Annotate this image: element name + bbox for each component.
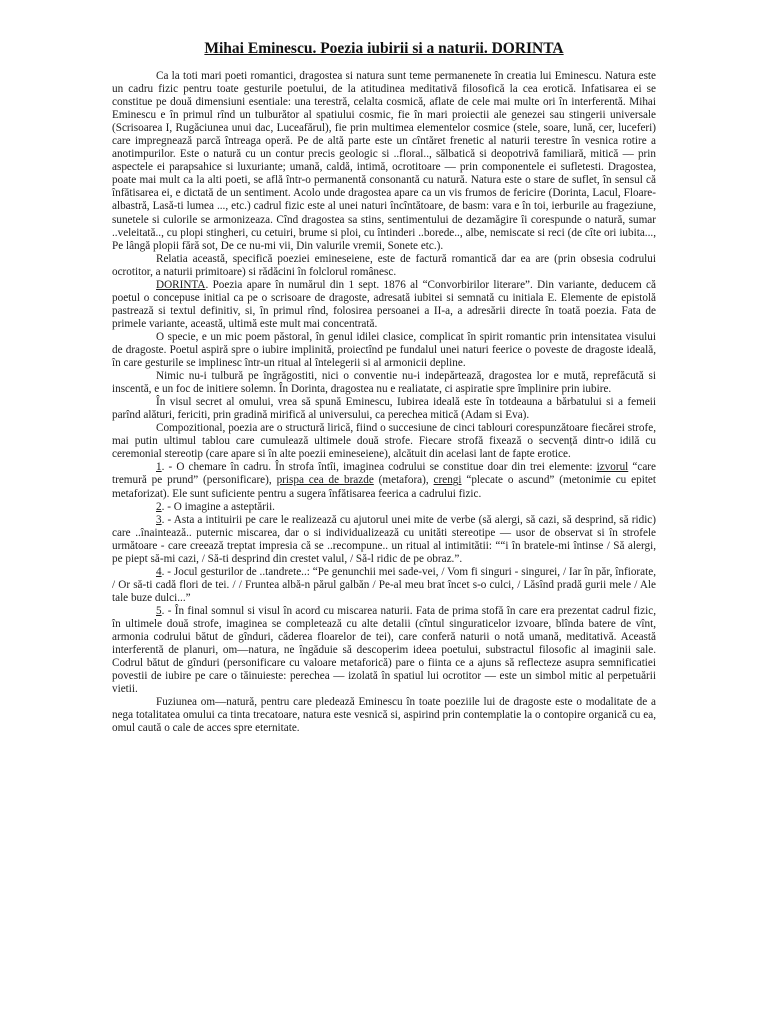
- document-page: [112, 40, 656, 735]
- section-2-text: . - O imagine a asteptării.: [161, 500, 275, 513]
- section-2: [112, 501, 656, 514]
- dorinta-text: . Poezia apare în numărul din 1 sept. 1876 al “Convorbirilor literare”. Din variante, deducem că poetul o concepuse initial ca pe o scrisoare de dragoste, adresată iubitei si semnată cu initiala E. Elemente de epistolă pastrează si textul definitiv, si, în primul rînd, folosirea persoanei a II-a, a adresării directe în toată poezia. Fata de primele variante, această, ultimă este mult mai concentrată.: [112, 278, 656, 330]
- page-title: Mihai Eminescu. Poezia iubirii si a naturii. DORINTA: [204, 40, 564, 57]
- section-4-number: 4: [156, 565, 162, 578]
- section-5-text: . - În final somnul si visul în acord cu miscarea naturii. Fata de prima stofă în care era prezentat cadrul fizic, în ultimele două strofe, imaginea se completează cu alte detalii (cîntul singuraticelor izvoare, blînda batere de vînt, armonia codrului bătut de gînduri, căderea floarelor de tei), care conferă naturii o notă umană, meditativă. Această interferentă de planuri, om—natura, ne îngăduie să descoperim ideea poetului, substractul filosofic al imaginii sale. Codrul bătut de gînduri (personificare cu valoare metaforică) pare o fiinta ce a ajuns să reflecteze asupra semnificatiei povestii de iubire pe care o tăinuieste: perechea — izolată în spatiul lui ocrotitor — este un simbol mitic al perpetuării vietii.: [112, 604, 656, 696]
- paragraph-relation: Relatia această, specifică poeziei emineseiene, este de factură romantică dar ea are (prin obsesia codrului ocrotitor, a naturii primitoare) si rădăcini în folclorul românesc.: [112, 252, 656, 278]
- keyword-izvorul: izvorul: [596, 461, 629, 474]
- paragraph-dorinta: [112, 279, 656, 331]
- section-2-number: 2: [156, 500, 162, 513]
- paragraph-secret-vision: În visul secret al omului, vrea să spună Eminescu, Iubirea ideală este în totdeauna a bărbatului si a femeii parînd alături, fericiti, prin gradină mirifică al universului, ca perechea mitică (Adam si Eva).: [112, 396, 656, 422]
- section-3: [112, 514, 656, 566]
- section-1-number: 1: [156, 461, 162, 474]
- section-3-number: 3: [156, 513, 162, 526]
- paragraph-species: O specie, e un mic poem păstoral, în genul idilei clasice, complicat în spirit romantic prin intensitatea visului de dragoste. Poetul aspiră spre o iubire implinită, proiectînd pe fundalul unei naturi feerice o poveste de dragoste ideală, în care gesturile se implinesc într-un ritual al întelegerii si al armonicii depline.: [112, 330, 656, 370]
- section-1-text-c: (metafora),: [373, 474, 434, 487]
- section-1-text-a: . - O chemare în cadru. În strofa întîi, imaginea codrului se constitue doar din trei elemente:: [161, 461, 597, 474]
- section-4-text: . - Jocul gesturilor de ..tandrete..: “Pe genunchii mei sade-vei, / Vom fi singuri - singurei, / Iar în păr, înfiorate, / Or să-ti cadă flori de tei. / / Fruntea albă-n părul galbăn / Pe-al meu brat încet s-o culci, / Lăsînd pradă gurii mele / Ale tale buze dulci...”: [112, 565, 656, 604]
- paragraph-composition: Compozitional, poezia are o structură lirică, fiind o succesiune de cinci tablouri corespunzătoare fiecărei strofe, mai putin ultimul tablou care cumulează ultimele două strofe. Fiecare strofă fixează o secvență dintr-o idilă cu ceremonial stereotip (care apare si în alte poezii emineseiene), alcătuit din acelasi lant de fapte erotice.: [112, 422, 656, 461]
- section-4: [112, 566, 656, 605]
- section-1-text-d: “plecate o ascund” (metonimie cu epitet metaforizat). Ele sunt suficiente pentru a sugera înfătisarea feerica a cadrului fizic.: [112, 474, 656, 500]
- dorinta-title-underlined: DORINTA: [156, 278, 206, 291]
- paragraph-intro: Ca la toti mari poeti romantici, dragostea si natura sunt teme permanenete în creatia lui Eminescu. Natura este un cadru fizic pentru toate gesturile poetului, de la atitudinea meditativă filosofică la cea erotică. Infatisarea ei se constitue pe două dimensiuni esentiale: una terestră, celalta cosmică, aflate de cele mai multe ori în interferentă. Mihai Eminescu e în primul rînd un tulburător al spatiului cosmic, fie în mari proiectii ale genezei sau stingerii universale (Scrisoarea I, Rugăciunea unui dac, Luceafărul), fie prin multimea elementelor cosmice (stele, soare, lună, cer, luceferi) care impregnează parcă întreaga operă. Pe de altă parte este un cîntăret frenetic al naturii terestre în vesnica rotire a anotimpurilor. Este o natură cu un contur precis geologic si ..floral.., sălbatică si deopotrivă familiară, mitică — prin aspectele ei parapsahice si luxuriante; umană, caldă, intimă, ocrotitoare — prin componentele ei sufletesti. Dragostea, poate mai mult ca la alti poeti, se află într-o permanentă consonantă cu natură. Natura este o stare de suflet, în sensul că înfătisarea ei, e dictată de un sentiment. Acolo unde dragostea apare ca un vis frumos de fericire (Dorinta, Lacul, Floare-albastră, Lasă-ti lumea ..., etc.) cadrul fizic este al unei naturi încîntătoare, de basm: vara e în toi, ierburile au frageziune, sunetele si culorile se armonizeaza. Cînd dragostea sa stins, sentimentului de dezamăgire îi corespunde o natură, sumar ..veleitată.., cu plopi stingheri, cu cetuiri, brume si ploi, cu întinderi ..borede.., albe, nemiscate si reci (de cîte ori iubita..., Pe lângă plopii fără sot, De ce nu-mi vii, Din valurile vremii, Sonete etc.).: [112, 70, 656, 252]
- section-1-text-b: “care tremură pe prund” (personificare),: [112, 461, 656, 487]
- section-5-number: 5: [156, 604, 162, 617]
- keyword-prispa: prispa cea de brazde: [276, 474, 374, 487]
- paragraph-lovers: Nimic nu-i tulbură pe îngrăgostiti, nici o conventie nu-i indepărtează, dragostea lor e mută, reprefăcută si inscentă, e un foc de initiere solemn. În Dorinta, dragostea nu e realiatate, ci aspiratie spre împlinire prin iubire.: [112, 370, 656, 396]
- paragraph-conclusion: Fuziunea om—natură, pentru care pledează Eminescu în toate poeziile lui de dragoste este o modalitate de a nega totalitatea omului ca tinta trecatoare, natura este vesnică si, aspirind prin contemplatie la o contopire organică cu ea, omul caută o cale de acces spre eternitate.: [112, 696, 656, 735]
- keyword-crengi: crengi: [433, 474, 462, 487]
- section-3-text: . - Asta a intituirii pe care le realizează cu ajutorul unei mite de verbe (să alergi, să cazi, să desprind, să ridic) care ..înaintează.. puternic miscarea, dar o si individualizează cu unităti stereotipe — usor de observat si în strofele următoare - care creează treptat impresia că se ..recompune.. un ritual al intimitătii: ““i în bratele-mi întinse / Să alergi, pe piept să-mi cazi, / Să-ti desprind din crestet valul, / Să-l ridic de pe obraz.”.: [112, 513, 656, 565]
- section-1: [112, 461, 656, 500]
- section-5: [112, 605, 656, 696]
